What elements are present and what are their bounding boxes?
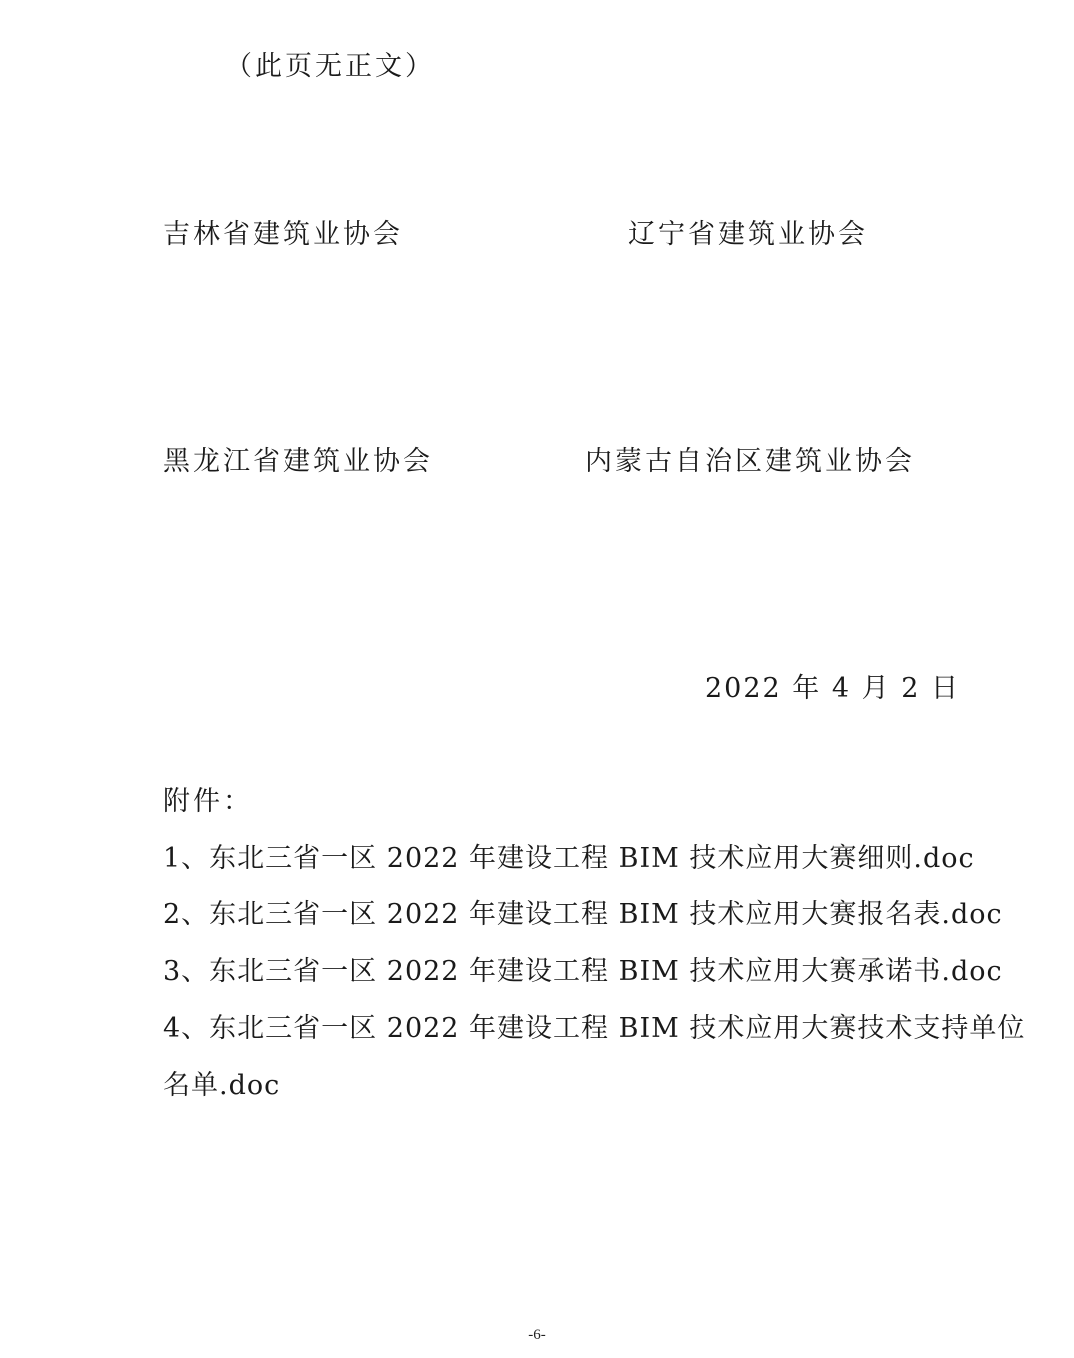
attachment-item: 4、东北三省一区 2022 年建设工程 BIM 技术应用大赛技术支持单位 — [163, 1013, 1026, 1044]
no-body-text-note: （此页无正文） — [225, 51, 435, 82]
signatory-heilongjiang: 黑龙江省建筑业协会 — [163, 446, 433, 477]
attachments-label: 附件： — [163, 786, 253, 817]
signatory-neimenggu: 内蒙古自治区建筑业协会 — [585, 446, 915, 477]
attachment-item: 2、东北三省一区 2022 年建设工程 BIM 技术应用大赛报名表.doc — [163, 899, 1003, 930]
attachment-item: 1、东北三省一区 2022 年建设工程 BIM 技术应用大赛细则.doc — [163, 843, 975, 874]
signatory-liaoning: 辽宁省建筑业协会 — [628, 219, 868, 250]
attachment-item: 3、东北三省一区 2022 年建设工程 BIM 技术应用大赛承诺书.doc — [163, 956, 1003, 987]
attachment-item-continuation: 名单.doc — [163, 1070, 281, 1101]
signatory-jilin: 吉林省建筑业协会 — [163, 219, 403, 250]
page-number: -6- — [528, 1327, 546, 1343]
document-date: 2022 年 4 月 2 日 — [705, 673, 960, 704]
